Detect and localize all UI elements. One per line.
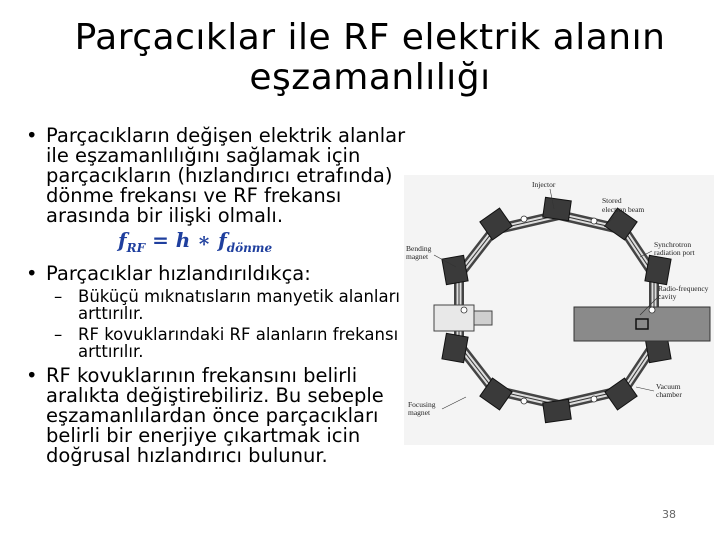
label-stored-beam-2: electron beam	[602, 205, 645, 214]
label-sync-1: Synchrotron	[654, 240, 692, 249]
title-line-2: eşzamanlılığı	[249, 57, 491, 98]
synchrotron-diagram	[404, 175, 714, 445]
label-rf-2: cavity	[658, 292, 677, 301]
bullet-dot: •	[26, 262, 38, 285]
bullet-text: Parçacıklar hızlandırıldıkça:	[46, 262, 311, 285]
label-vacuum-2: chamber	[656, 390, 682, 399]
page-number: 38	[662, 508, 676, 521]
formula-equals: = h ∗	[145, 228, 219, 252]
bullet-dot: •	[26, 364, 38, 387]
label-focusing-1: Focusing	[408, 400, 436, 409]
label-bending-1: Bending	[406, 244, 432, 253]
formula	[26, 230, 406, 258]
sub-bullet-dash: –	[54, 287, 63, 306]
formula-sub-donme: dönme	[226, 241, 273, 255]
sub-bullet-text: RF kovuklarındaki RF alanların frekansı arttırılır.	[78, 325, 399, 361]
bullet-text: RF kovuklarının frekansını belirli aralıkta değiştirebiliriz. Bu sebeple eşzamanlılardan önce parçacıkları belirli bir enerjiye çıkartmak icin doğrusal hızlandırıcı bulunur.	[46, 364, 384, 467]
sub-bullet-dash: –	[54, 325, 63, 344]
bullet-dot: •	[26, 124, 38, 147]
label-bending-2: magnet	[406, 252, 429, 261]
slide-title	[0, 18, 720, 98]
bullet-text: Parçacıkların değişen elektrik alanlar ile eşzamanlılığını sağlamak için parçacıkların (hızlandırıcı etrafında) dönme frekansı ve RF frekansı arasında bir ilişki olmalı.	[46, 124, 406, 227]
label-rf-1: Radio-frequency	[658, 284, 709, 293]
slide-body	[26, 126, 406, 466]
label-focusing-2: magnet	[408, 408, 431, 417]
formula-f: f	[118, 228, 127, 252]
label-vacuum-1: Vacuum	[656, 382, 681, 391]
sub-bullet-text: Büküçü mıknatısların manyetik alanları arttırılır.	[78, 287, 400, 323]
bullet-item	[26, 126, 406, 226]
title-line-1: Parçacıklar ile RF elektrik alanın	[74, 17, 666, 58]
label-injector: Injector	[532, 180, 556, 189]
bullet-item	[26, 366, 406, 466]
label-stored-beam-1: Stored	[602, 196, 622, 205]
sub-bullet-item	[26, 326, 406, 360]
sub-bullet-item	[26, 288, 406, 322]
formula-f2: f	[218, 228, 227, 252]
formula-sub-rf: RF	[126, 241, 146, 255]
bullet-item	[26, 264, 406, 284]
label-sync-2: radiation port	[654, 248, 695, 257]
rf-cavity	[574, 307, 710, 341]
